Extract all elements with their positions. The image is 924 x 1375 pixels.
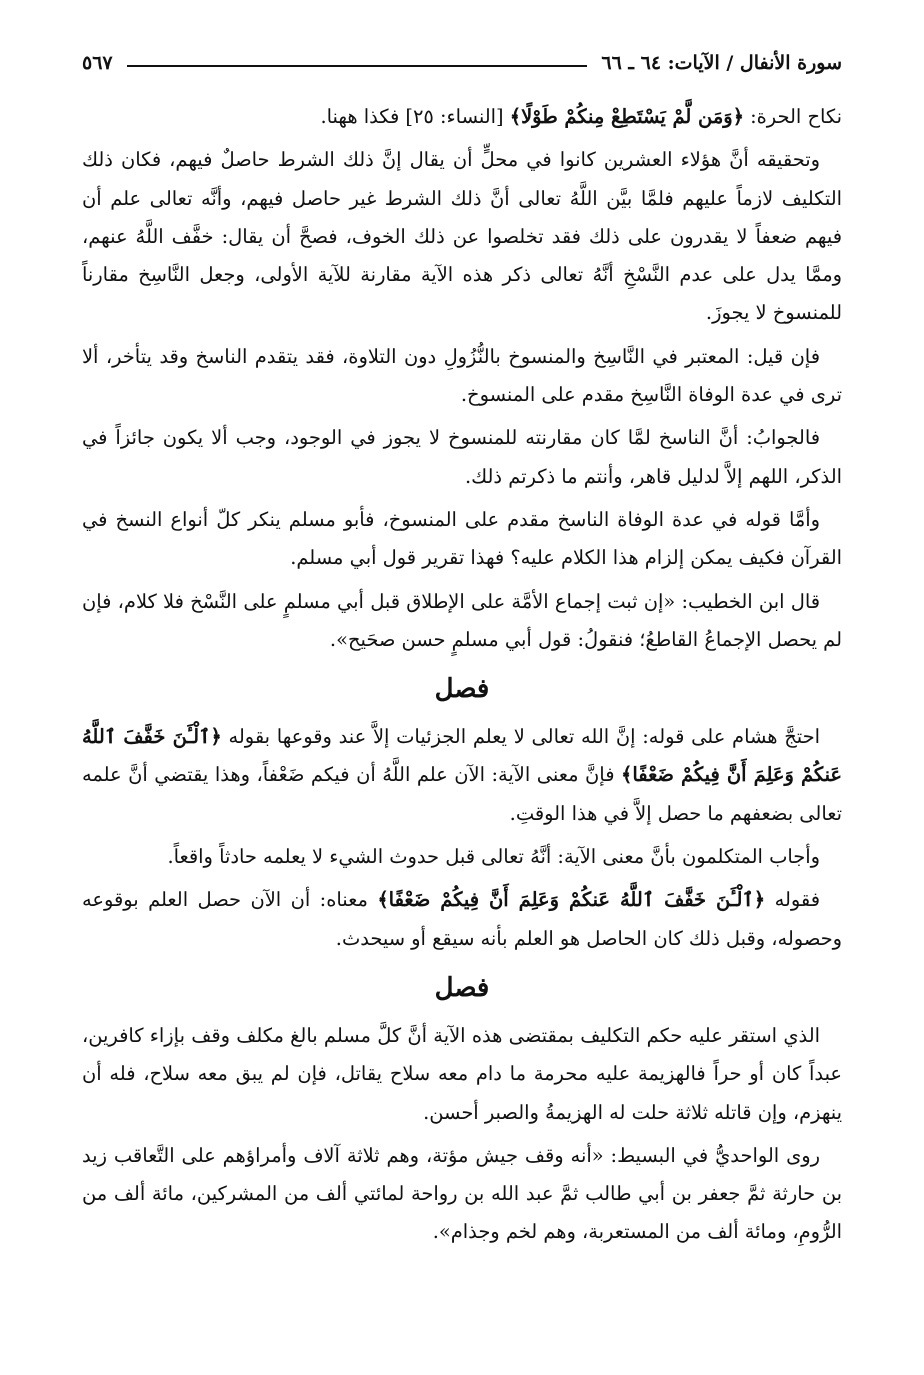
quran-verse: ﴿ٱلْـَٔنَ خَفَّفَ ٱللَّهُ عَنكُمْ وَعَلِمَ أَنَّ فِيكُمْ ضَعْفًا﴾ xyxy=(377,888,766,912)
paragraph-2: وتحقيقه أنَّ هؤلاء العشرين كانوا في محلٍّ أن يقال إنَّ ذلك الشرط حاصلٌ فيهم، فكان ذلك التكليف لازماً عليهم فلمَّا بيَّن اللَّهُ تعالى أنَّ ذلك الشرط غير حاصل فيهم، وأنَّه تعالى علم أن فيهم ضعفاً لا يقدرون على ذلك فقد تخلصوا عن ذلك الخوف، فصحَّ أن يقال: خفَّف اللَّهُ عنهم، وممَّا يدل على عدم النَّسْخِ أنَّهُ تعالى ذكر هذه الآية مقارنة للآية الأولى، وجعل النَّاسِخ مقارناً للمنسوخ لا يجوزَ. xyxy=(82,148,842,325)
section2-paragraph-1: الذي استقر عليه حكم التكليف بمقتضى هذه الآية أنَّ كلَّ مسلم بالغ مكلف وقف بإزاء كافرين، عبداً كان أو حراً فالهزيمة عليه محرمة ما دام معه سلاح يقاتل، فإن لم يبق معه سلاح، فله أن ينهزم، وإن قاتله ثلاثة حلت له الهزيمةُ والصبر أحسن. xyxy=(82,1023,842,1124)
surah-title: سورة الأنفال / الآيات: ٦٤ ـ ٦٦ xyxy=(601,52,842,74)
section2-paragraph-2: روى الواحديُّ في البسيط: «أنه وقف جيش مؤتة، وهم ثلاثة آلاف وأمراؤهم على التَّعاقب زيد بن حارثة ثمَّ جعفر بن أبي طالب ثمَّ عبد الله بن رواحة لمائتي ألف من المشركين، مائة ألف من الرُّومِ، ومائة ألف من المستعربة، وهم لخم وجذام». xyxy=(82,1143,842,1244)
section-heading-1: فصل xyxy=(434,674,490,705)
section1-p3-text-a: فقوله xyxy=(765,888,820,912)
page-number: ٥٦٧ xyxy=(82,52,113,74)
paragraph-4: فالجوابُ: أنَّ الناسخ لمَّا كان مقارنته للمنسوخ لا يجوز في الوجود، وجب ألا يكون جائزاً في الذكر، اللهم إلاَّ لدليل قاهر، وأنتم ما ذكرتم ذلك. xyxy=(82,426,842,488)
section1-p3-text-b: معناه: أن الآن حصل العلم بوقوعه وحصوله، وقبل ذلك كان الحاصل هو العلم بأنه سيقع أو سيحدث. xyxy=(82,888,842,950)
section-heading-2: فصل xyxy=(434,972,490,1003)
header-rule xyxy=(127,65,588,67)
quran-verse: ﴿وَمَن لَّمْ يَسْتَطِعْ مِنكُمْ طَوْلًا﴾ xyxy=(509,105,744,128)
section1-paragraph-2 xyxy=(82,838,842,876)
section1-p1-text-a: احتجَّ هشام على قوله: إنَّ الله تعالى لا يعلم الجزئيات إلاَّ عند وقوعها بقوله xyxy=(221,725,820,749)
running-header xyxy=(82,44,842,74)
paragraph-6: قال ابن الخطيب: «إن ثبت إجماع الأمَّة على الإطلاق قبل أبي مسلمٍ على النَّسْخ فلا كلام، فإن لم يحصل الإجماعُ القاطعُ؛ فنقولُ: قول أبي مسلمٍ حسن صحَيح». xyxy=(82,589,842,651)
section1-paragraph-1 xyxy=(82,718,842,833)
quran-verse: ﴿ٱلْـَٔنَ خَفَّفَ ٱللَّهُ عَنكُمْ وَعَلِمَ أَنَّ فِيكُمْ ضَعْفًا﴾ xyxy=(82,725,842,787)
section1-p2-text: وأجاب المتكلمون بأنَّ معنى الآية: أنَّهُ تعالى قبل حدوث الشيء لا يعلمه حادثاً واقعاً. xyxy=(167,845,820,869)
paragraph-3: فإن قيل: المعتبر في النَّاسِخ والمنسوخ بالنُّزُولِ دون التلاوة، فقد يتقدم الناسخ وقد يتأخر، ألا ترى في عدة الوفاة النَّاسِخ مقدم على المنسوخ. xyxy=(82,344,842,407)
paragraph-1 xyxy=(82,98,842,136)
section1-p1-text-b: فإنَّ معنى الآية: الآن علم اللَّهُ أن فيكم ضَعْفاً، وهذا يقتضي أنَّ علمه تعالى بضعفهم ما حصل إلاَّ في هذا الوقتِ. xyxy=(82,763,842,825)
section1-paragraph-3 xyxy=(82,881,842,958)
paragraph-1-text-a: نكاح الحرة: xyxy=(743,105,842,128)
paragraph-1-text-b: [النساء: ٢٥] فكذا ههنا. xyxy=(320,105,510,128)
paragraph-5: وأمَّا قوله في عدة الوفاة الناسخ مقدم على المنسوخ، فأبو مسلم ينكر كلّ أنواع النسخ في القرآن فكيف يمكن إلزام هذا الكلام عليه؟ فهذا تقرير قول أبي مسلم. xyxy=(82,507,842,570)
